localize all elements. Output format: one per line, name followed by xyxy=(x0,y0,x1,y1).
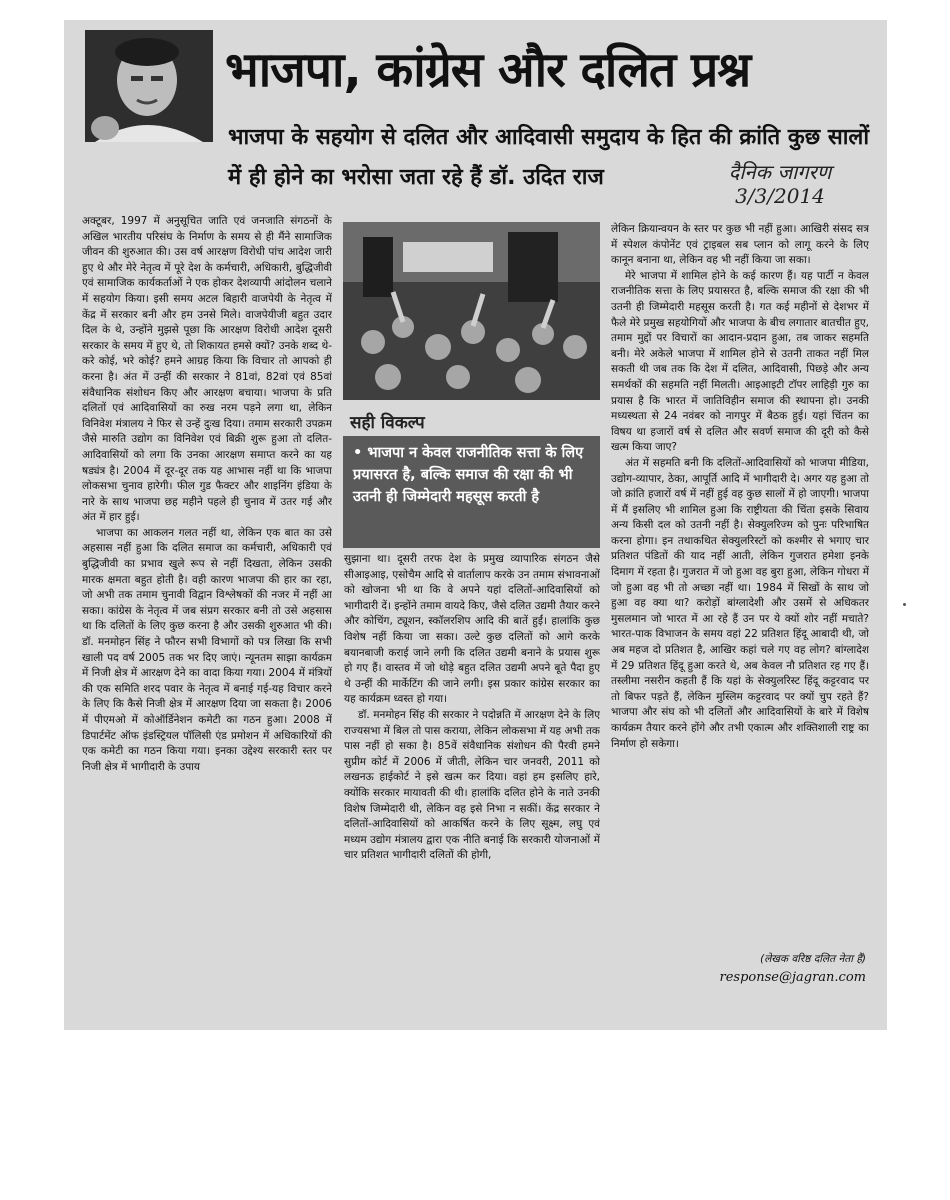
paragraph: मेरे भाजपा में शामिल होने के कई कारण हैं। यह पार्टी न केवल राजनीतिक सत्ता के लिए प्रयासरत है, बल्कि समाज की रक्षा की भी उतनी ही जिम्मेदारी महसूस करती है। गत कई महीनों से देशभर में फैले मेरे प्रमुख सहयोगियों और भाजपा के बीच लगातार बातचीत हुए, तमाम मुद्दों पर विचारों का आदान-प्रदान हुआ, तब जाकर सहमति बनी। मेरे अकेले भाजपा में शामिल होने से उतनी ताकत नहीं मिल सकती थी जब तक कि देश में दलित, आदिवासी, पिछड़े और अन्य समर्थकों की सहमति नहीं मिलती। आइआइटी टॉपर लाहिड़ी गुरु का प्रयास है कि भारत में जातिविहीन समाज की स्थापना हो। उनकी मध्यस्थता से 24 नवंबर को नागपुर में बैठक हुई। यहां चिंतन का विषय था हजारों वर्ष से दलित और सवर्ण समाज की दूरी को कैसे खत्म किया जाए? xyxy=(611,269,869,454)
article-column-2 xyxy=(344,552,600,988)
article-column-3 xyxy=(611,222,869,942)
paragraph: अंत में सहमति बनी कि दलितों-आदिवासियों को भाजपा मीडिया, उद्योग-व्यापार, ठेका, आपूर्ति आदि में भागीदारी दे। अगर यह हुआ तो जो क्रांति हजारों वर्ष में नहीं हुई वह कुछ सालों में हो जाएगी। भाजपा में मैं इसलिए भी शामिल हुआ कि राष्ट्रीयता की चिंता इसके सिवाय अन्य किसी दल को उतनी नहीं है। सेक्युलरिज्म को पुनः परिभाषित करना होगा। इन तथाकथित सेक्युलरिस्टों को कश्मीर से भगाए चार प्रतिशत पंडितों की याद नहीं आती, लेकिन गुजरात हमेशा इनके दिमाग में रहता है। गुजरात में जो हुआ वह बुरा हुआ, लेकिन गोधरा में जो हुआ वह भी तो अच्छा नहीं था। 1984 में सिखों के साथ जो हुआ वह क्या था? करोड़ों बांग्लादेशी और उसमें से अधिकतर मुसलमान जो भारत में आ रहे हैं उन पर ये क्यों शोर नहीं मचाते? भारत-पाक विभाजन के समय वहां 22 प्रतिशत हिंदू आबादी थी, जो अब महज दो प्रतिशत है, आखिर कहां चले गए वह लोग? बांग्लादेश में 29 प्रतिशत हिंदू हुआ करते थे, अब केवल नौ प्रतिशत रह गए हैं। तस्लीमा नसरीन कहती हैं कि यहां के सेक्युलरिस्ट हिंदू कट्टरवाद पर तो बिफर पड़ते हैं, लेकिन मुस्लिम कट्टरवाद पर क्यों चुप रहते हैं? भाजपा और संघ को भी दलितों और आदिवासियों के बारे में विशेष कार्यक्रम तैयार करने होंगे और तभी एकात्म और शक्तिशाली राष्ट्र का निर्माण हो सकेगा। xyxy=(611,456,869,750)
article-column-1 xyxy=(82,214,332,970)
pullquote-label: सही विकल्प xyxy=(350,413,425,433)
paragraph: सुझाना था। दूसरी तरफ देश के प्रमुख व्यापारिक संगठन जैसे सीआइआइ, एसोचैम आदि से वार्तालाप करके उन तमाम संभावनाओं को खोजना भी था कि वे अपने यहां दलितों-आदिवासियों को भागीदारी दें। इन्होंने तमाम वायदे किए, जैसे दलित उद्यमी तैयार करने और कोचिंग, ट्यूशन, स्कॉलरशिप आदि की बातें हुईं। हालांकि कुछ विशेष नहीं किया जा सका। उल्टे कुछ दलितों को आगे करके बयानबाजी कराई जाने लगी कि दलित उद्यमी बनाने के प्रयास शुरू हो गए हैं। वास्तव में जो थोड़े बहुत दलित उद्यमी अपने बूते पैदा हुए थे उन्हीं की मार्केटिंग की जाने लगी। इस प्रकार कांग्रेस सरकार का यह कार्यक्रम ध्वस्त हो गया। xyxy=(344,553,600,706)
handwritten-note xyxy=(690,160,870,208)
pullquote: • भाजपा न केवल राजनीतिक सत्ता के लिए प्रयासरत है, बल्कि समाज की रक्षा की भी उतनी ही जिम्मेदारी महसूस करती है xyxy=(343,436,600,548)
handwritten-date: 3/3/2014 xyxy=(735,184,825,208)
headline: भाजपा, कांग्रेस और दलित प्रश्न xyxy=(225,42,751,98)
subheadline: भाजपा के सहयोग से दलित और आदिवासी समुदाय के हित की क्रांति कुछ सालों में ही होने का भरोसा जता रहे हैं डॉ. उदित राज xyxy=(228,125,870,190)
handwritten-paper-name: दैनिक जागरण xyxy=(728,160,832,184)
paragraph: डॉ. मनमोहन सिंह की सरकार ने पदोन्नति में आरक्षण देने के लिए राज्यसभा में बिल तो पास कराया, लेकिन लोकसभा में यह अभी तक पास नहीं हो सका है। 85वें संवैधानिक संशोधन की पैरवी हमने सुप्रीम कोर्ट में 2006 में जीती, लेकिन चार जनवरी, 2011 को लखनऊ हाईकोर्ट ने इसे खत्म कर दिया। वहां हम इसलिए हारे, क्योंकि सरकार मायावती की थी। हालांकि दलित होने के नाते उनकी विशेष जिम्मेदारी थी, लेकिन वह इसे निभा न सकीं। केंद्र सरकार ने दलितों-आदिवासियों को आकर्षित करने के लिए सूक्ष्म, लघु एवं मध्यम उद्योग मंत्रालय द्वारा एक नीति बनाई कि सरकारी योजनाओं में चार प्रतिशत भागीदारी दलितों की होगी, xyxy=(344,708,600,862)
author-portrait-icon xyxy=(85,30,213,142)
scan-speck xyxy=(903,603,906,606)
paragraph: अक्टूबर, 1997 में अनुसूचित जाति एवं जनजाति संगठनों के अखिल भारतीय परिसंघ के निर्माण के समय से ही मैंने सामाजिक जीवन की शुरुआत की। उस वर्ष आरक्षण विरोधी पांच आदेश जारी हुए थे और मेरे नेतृत्व में पूरे देश के कर्मचारी, अधिकारी, बुद्धिजीवी एवं सामाजिक कार्यकर्ताओं ने एक होकर देशव्यापी आंदोलन चलाने में सहयोग किया। इसी समय अटल बिहारी वाजपेयी के नेतृत्व में केंद्र में सरकार बनी और हम उनसे मिले। वाजपेयीजी बहुत उदार दिल के थे, उन्होंने मुझसे पूछा कि आरक्षण विरोधी आदेश दूसरी सरकार के समय में हुए थे, तो शिकायत हमसे क्यों? उनके शब्द थे-करे कोई, भरे कोई? हमने आग्रह किया कि विचार तो आपको ही करना है। अंत में उन्हीं की सरकार ने 81वां, 82वां एवं 85वां संवैधानिक संशोधन किए और आरक्षण बचाया। भाजपा के प्रति दलितों एवं आदिवासियों का रुख नरम पड़ने लगा था, लेकिन विनिवेश मंत्रालय ने फिर से उन्हें दुःख दिया। तमाम सरकारी उपक्रम जैसे मारुति उद्योग का विनिवेश एवं बिक्री शुरू हुआ तो दलित-आदिवासियों को लगा कि उनका आरक्षण समाप्त करने का यह षड्यंत्र है। 2004 में दूर-दूर तक यह आभास नहीं था कि भाजपा लोकसभा चुनाव हारेगी। फील गुड फैक्टर और शाइनिंग इंडिया के नारे के साथ भाजपा छह महीने पहले ही चुनाव में उतर गई और अंत में हार हुई। xyxy=(82,215,332,524)
paragraph: भाजपा का आकलन गलत नहीं था, लेकिन एक बात का उसे अहसास नहीं हुआ कि दलित समाज का कर्मचारी, अधिकारी एवं बुद्धिजीवी का प्रभाव खुले रूप से नहीं दिखता, लेकिन उसकी मारक क्षमता बहुत होती है। वही कारण भाजपा की हार का रहा, जो अभी तक तमाम चुनावी विद्वान विश्लेषकों की नजर में नहीं आ सका। कांग्रेस के नेतृत्व में जब संप्रग सरकार बनी तो उसे अहसास था कि दलितों के लिए कुछ करना है और उसकी शुरुआत भी की। डॉ. मनमोहन सिंह ने फौरन सभी विभागों को पत्र लिखा कि सभी खाली पद वर्ष 2005 तक भर दिए जाएं। न्यूनतम साझा कार्यक्रम में निजी क्षेत्र में आरक्षण देने का वादा किया गया। 2004 में मंत्रियों की एक समिति शरद पवार के नेतृत्व में बनाई गई-यह विचार करने के लिए कि कैसे निजी क्षेत्र में आरक्षण दिया जा सकता है। 2006 में पीएमओ में कोऑर्डिनेशन कमेटी का गठन हुआ। 2008 में डिपार्टमेंट ऑफ इंडस्ट्रियल पॉलिसी एंड प्रमोशन में अधिकारियों की एक कमेटी का गठन किया गया। इनका उद्देश्य सरकारी स्तर पर निजी क्षेत्र में भागीदारी के उपाय xyxy=(82,526,332,773)
author-note: (लेखक वरिष्ठ दलित नेता हैं) xyxy=(760,953,866,965)
protest-crowd-photo-icon xyxy=(343,222,600,400)
paragraph: लेकिन क्रियान्वयन के स्तर पर कुछ भी नहीं हुआ। आखिरी संसद सत्र में स्पेशल कंपोनेंट एवं ट्राइबल सब प्लान को लागू करने के लिए कानून बनाना था, लेकिन वह भी नहीं किया जा सका। xyxy=(611,223,869,267)
contact-email: response@jagran.com xyxy=(719,970,866,985)
